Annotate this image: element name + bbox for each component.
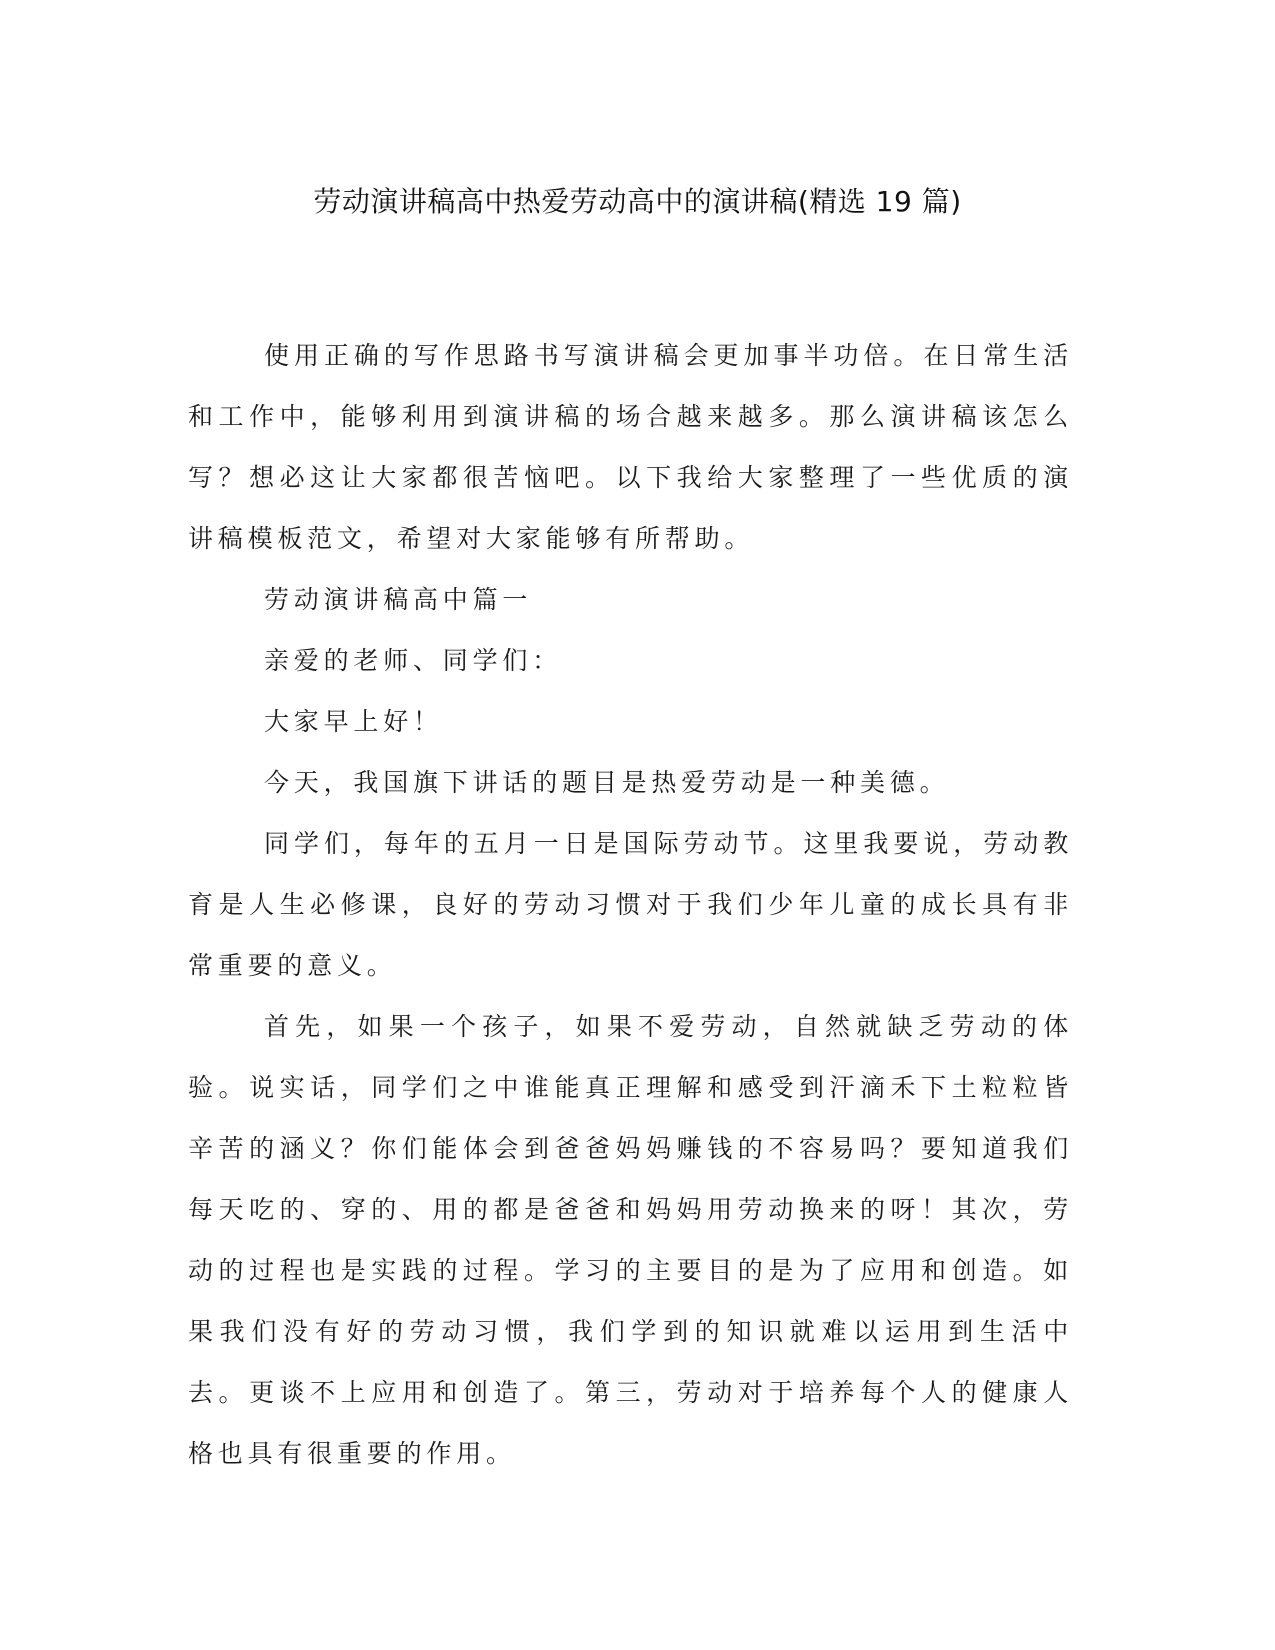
document-body: [188, 325, 1073, 1484]
paragraph-intro: 使用正确的写作思路书写演讲稿会更加事半功倍。在日常生活和工作中，能够利用到演讲稿的场合越来越多。那么演讲稿该怎么写？想必这让大家都很苦恼吧。以下我给大家整理了一些优质的演讲稿模板范文，希望对大家能够有所帮助。: [188, 341, 1073, 553]
section-heading: 劳动演讲稿高中篇一: [264, 585, 533, 614]
paragraph-topic: 今天，我国旗下讲话的题目是热爱劳动是一种美德。: [264, 768, 950, 797]
paragraph-greeting: 大家早上好！: [264, 707, 443, 736]
paragraph-salutation: 亲爱的老师、同学们：: [264, 646, 563, 675]
document-title: 劳动演讲稿高中热爱劳动高中的演讲稿(精选 19 篇): [313, 185, 962, 218]
paragraph-reasons: 首先，如果一个孩子，如果不爱劳动，自然就缺乏劳动的体验。说实话，同学们之中谁能真正理解和感受到汗滴禾下土粒粒皆辛苦的涵义？你们能体会到爸爸妈妈赚钱的不容易吗？要知道我们每天吃的、穿的、用的都是爸爸和妈妈用劳动换来的呀！其次，劳动的过程也是实践的过程。学习的主要目的是为了应用和创造。如果我们没有好的劳动习惯，我们学到的知识就难以运用到生活中去。更谈不上应用和创造了。第三，劳动对于培养每个人的健康人格也具有很重要的作用。: [188, 1012, 1073, 1468]
paragraph-labor-day: 同学们，每年的五月一日是国际劳动节。这里我要说，劳动教育是人生必修课，良好的劳动习惯对于我们少年儿童的成长具有非常重要的意义。: [188, 829, 1073, 980]
